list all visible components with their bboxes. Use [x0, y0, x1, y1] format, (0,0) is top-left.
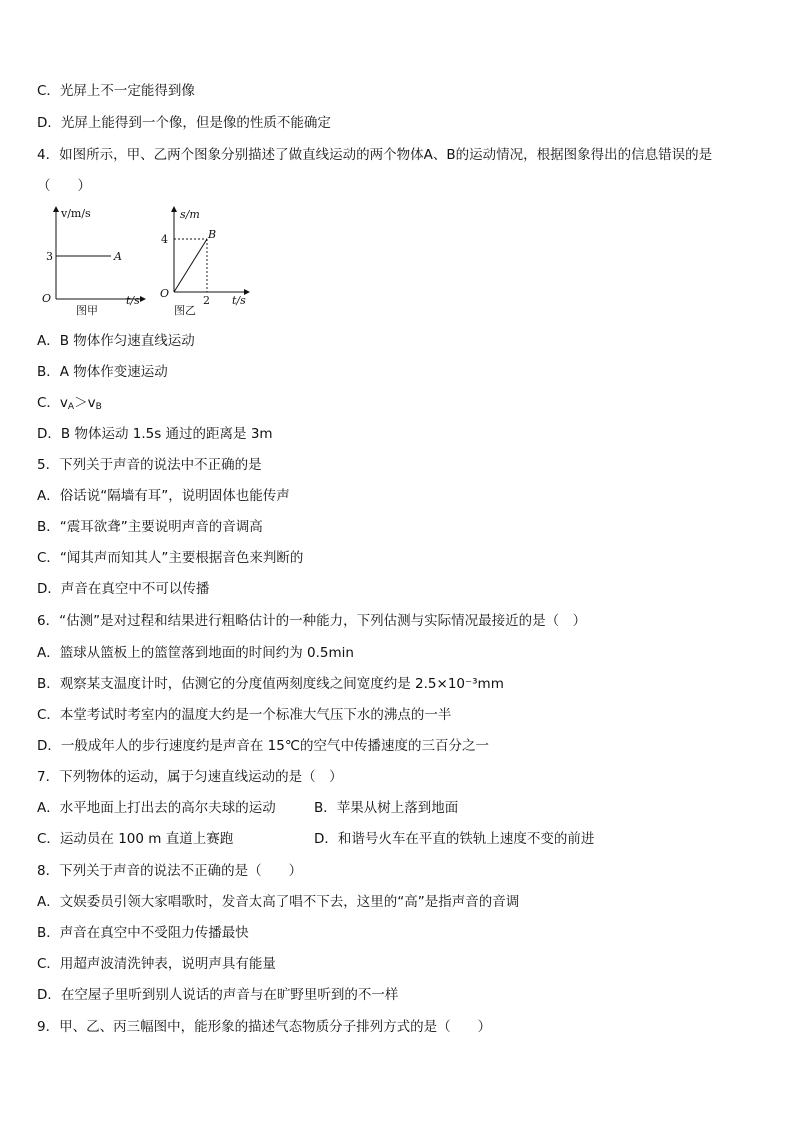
graph-jia-line-label: A: [114, 250, 122, 263]
graph-yi-point-label: B: [208, 228, 217, 241]
q6-option-d: D．一般成年人的步行速度约是声音在 15℃的空气中传播速度的三百分之一: [37, 738, 490, 754]
graph-jia-ylabel: v/m/s: [61, 207, 91, 220]
q4-answer-paren: （ ）: [37, 178, 91, 194]
graph-yi-y-value: 4: [161, 233, 168, 246]
q7-option-d: D．和谐号火车在平直的铁轨上速度不变的前进: [314, 831, 595, 847]
q3-option-c: C．光屏上不一定能得到像: [37, 83, 195, 99]
q8-option-a: A．文娱委员引领大家唱歌时，发音太高了唱不下去，这里的“高”是指声音的音调: [37, 894, 520, 910]
q4-option-d: D．B 物体运动 1.5s 通过的距离是 3m: [37, 426, 273, 442]
q4-option-c: [37, 394, 102, 416]
graph-yi-line-b: [174, 239, 207, 292]
q4-option-c-sub-b: B: [95, 402, 102, 412]
q7-option-a: A．水平地面上打出去的高尔夫球的运动: [37, 800, 276, 816]
q5-option-b: B．“震耳欲聋”主要说明声音的音调高: [37, 519, 263, 535]
q7-option-b: B．苹果从树上落到地面: [314, 800, 459, 816]
graph-yi-y-arrow: [171, 206, 177, 212]
q6-option-b: B．观察某支温度计时，估测它的分度值两刻度线之间宽度约是 2.5×10⁻³mm: [37, 676, 504, 692]
q5-option-c: C．“闻其声而知其人”主要根据音色来判断的: [37, 550, 304, 566]
q4-option-c-mid: ＞v: [74, 395, 96, 411]
q7-option-c: C．运动员在 100 m 直道上赛跑: [37, 831, 234, 847]
q5-stem: 5．下列关于声音的说法中不正确的是: [37, 457, 262, 473]
graph-jia: [36, 204, 146, 322]
graph-jia-caption: 图甲: [76, 304, 98, 317]
graph-jia-xlabel: t/s: [126, 294, 140, 307]
graph-yi-origin: O: [160, 287, 170, 300]
graph-yi: [158, 204, 258, 322]
graph-jia-y-arrow: [53, 206, 59, 212]
graph-jia-value: 3: [46, 250, 53, 263]
graph-jia-origin: O: [42, 292, 52, 305]
q4-option-b: B．A 物体作变速运动: [37, 364, 168, 380]
q8-stem: 8．下列关于声音的说法不正确的是（ ）: [37, 863, 303, 879]
q6-option-c: C．本堂考试时考室内的温度大约是一个标准大气压下水的沸点的一半: [37, 707, 452, 723]
q4-option-c-prefix: C．v: [37, 395, 68, 411]
graph-yi-caption: 图乙: [174, 304, 196, 317]
q6-option-a: A．篮球从篮板上的篮筐落到地面的时间约为 0.5min: [37, 645, 354, 661]
q8-option-c: C．用超声波清洗钟表，说明声具有能量: [37, 956, 276, 972]
q9-stem: 9．甲、乙、丙三幅图中，能形象的描述气态物质分子排列方式的是（ ）: [37, 1019, 492, 1035]
graph-jia-x-arrow: [140, 296, 146, 302]
q8-option-b: B．声音在真空中不受阻力传播最快: [37, 925, 249, 941]
q6-stem: 6．“估测”是对过程和结果进行粗略估计的一种能力，下列估测与实际情况最接近的是（ ）: [37, 613, 587, 629]
q4-option-c-sub-a: A: [67, 402, 75, 412]
graph-yi-ylabel: s/m: [180, 208, 200, 221]
q5-option-d: D．声音在真空中不可以传播: [37, 581, 210, 597]
graph-yi-x-value: 2: [203, 294, 210, 307]
q7-stem: 7．下列物体的运动，属于匀速直线运动的是（ ）: [37, 769, 343, 785]
graph-yi-xlabel: t/s: [232, 294, 246, 307]
q4-stem: 4．如图所示，甲、乙两个图象分别描述了做直线运动的两个物体A、B的运动情况，根据图象得出的信息错误的是: [37, 147, 713, 163]
q4-option-a: A．B 物体作匀速直线运动: [37, 333, 195, 349]
q3-option-d: D．光屏上能得到一个像，但是像的性质不能确定: [37, 115, 331, 131]
q8-option-d: D．在空屋子里听到别人说话的声音与在旷野里听到的不一样: [37, 987, 399, 1003]
q5-option-a: A．俗话说“隔墙有耳”，说明固体也能传声: [37, 488, 290, 504]
